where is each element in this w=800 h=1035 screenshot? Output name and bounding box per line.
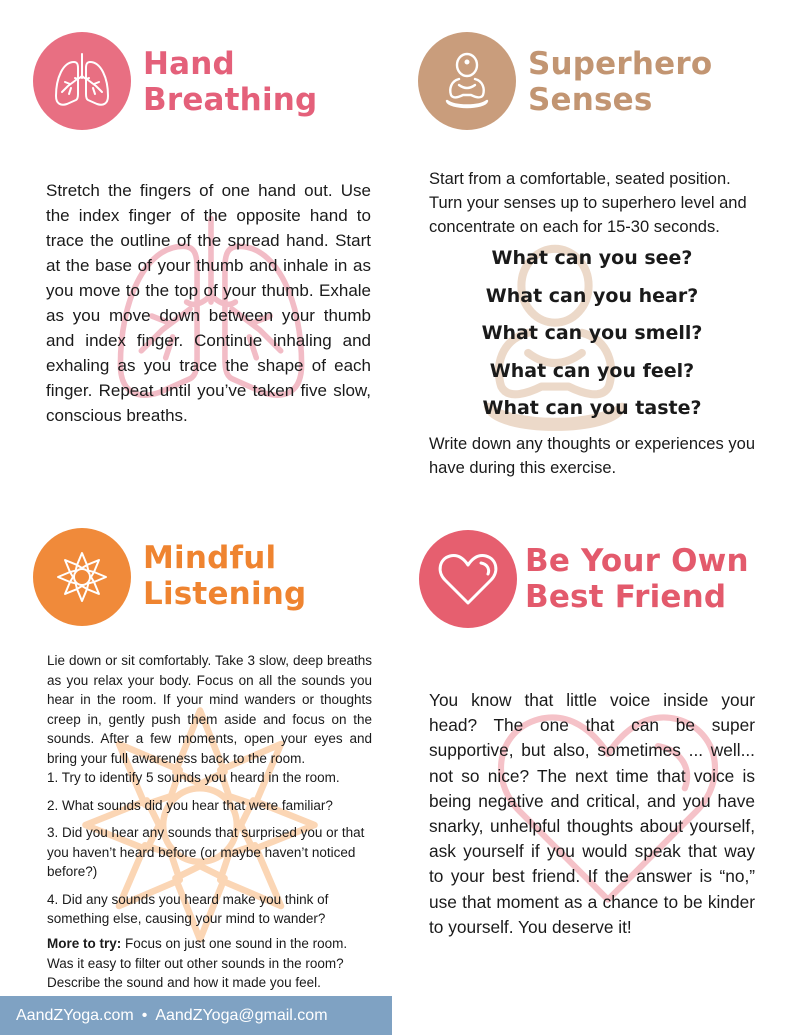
mindful-listening-intro: Lie down or sit comfortably. Take 3 slow, deep breaths as you relax your body. Focus on all the sounds you hear in the room. If your mind wanders or thoughts creep in, gently push them aside and focus on the sounds. After a few moments, open your eyes and bring your full awareness back to the room. bbox=[47, 653, 372, 766]
flower-icon-badge bbox=[33, 528, 131, 626]
meditating-figure-icon-badge bbox=[418, 32, 516, 130]
flower-icon bbox=[49, 544, 115, 610]
list-item: 4. Did any sounds you heard make you think of something else, causing your mind to wander? bbox=[47, 891, 329, 926]
title-line: Breathing bbox=[143, 82, 318, 118]
question-smell: What can you smell? bbox=[481, 322, 703, 344]
footer-bar bbox=[0, 996, 392, 1035]
title-line: Hand bbox=[143, 46, 235, 82]
title-line: Superhero bbox=[528, 46, 713, 82]
title-line: Be Your Own bbox=[525, 543, 749, 579]
footer-separator: • bbox=[141, 1006, 148, 1024]
superhero-senses-intro: Start from a comfortable, seated position. Turn your senses up to superhero level and concentrate on each for 15-30 seconds. bbox=[429, 170, 747, 236]
question-feel: What can you feel? bbox=[489, 359, 695, 382]
lungs-icon-badge bbox=[33, 32, 131, 130]
mindful-listening-title bbox=[143, 540, 306, 612]
heart-icon-badge bbox=[419, 530, 517, 628]
title-line: Mindful bbox=[143, 540, 277, 576]
more-to-try-label: More to try: bbox=[47, 936, 122, 951]
best-friend-text: You know that little voice inside your head? The one that can be super supportive, but also, sometimes ... well... not so nice? The next time that voice is being negative and critical, and you have snarky, unhelpful thoughts about yourself, ask yourself if you would speak that way to your best friend. If the answer is “no,” use that moment as a chance to be kinder to yourself. You deserve it! bbox=[429, 690, 755, 937]
superhero-senses-title bbox=[528, 46, 712, 118]
title-line: Listening bbox=[143, 576, 307, 612]
superhero-senses-outro: Write down any thoughts or experiences you have during this exercise. bbox=[429, 435, 755, 477]
question-see: What can you see? bbox=[491, 247, 693, 269]
senses-question-list bbox=[429, 240, 755, 428]
hand-breathing-title bbox=[143, 46, 317, 118]
list-item: 2. What sounds did you hear that were familiar? bbox=[47, 797, 333, 813]
hand-breathing-instructions: Stretch the fingers of one hand out. Use the index finger of the opposite hand to trace the outline of the spread hand. Start at the base of your thumb and inhale in as you move to the top of your thumb. Exhale as you move down between your thumb and index finger. Continue inhaling and exhaling as you trace the shape of each finger. Repeat until you’ve taken five slow, conscious breaths. bbox=[46, 181, 371, 425]
title-line: Best Friend bbox=[525, 579, 727, 615]
list-item: 1. Try to identify 5 sounds you heard in the room. bbox=[47, 770, 340, 785]
meditating-figure-icon bbox=[437, 49, 497, 113]
best-friend-title bbox=[525, 543, 749, 615]
footer-website-link[interactable]: AandZYoga.com bbox=[16, 1006, 134, 1024]
question-taste: What can you taste? bbox=[482, 397, 702, 419]
mindful-listening-list bbox=[47, 768, 372, 937]
more-to-try-text: Focus on just one sound in the room. Was it easy to filter out other sounds in the room? Describe the sound and how it made you feel. bbox=[47, 936, 348, 990]
footer-email-link[interactable]: AandZYoga@gmail.com bbox=[155, 1006, 328, 1024]
heart-icon bbox=[437, 551, 499, 607]
title-line: Senses bbox=[528, 82, 653, 118]
question-hear: What can you hear? bbox=[485, 284, 699, 307]
more-to-try bbox=[47, 934, 372, 993]
list-item: 3. Did you hear any sounds that surprised you or that you haven’t heard before (or maybe haven’t noticed before?) bbox=[47, 825, 365, 879]
lungs-icon bbox=[49, 48, 115, 114]
